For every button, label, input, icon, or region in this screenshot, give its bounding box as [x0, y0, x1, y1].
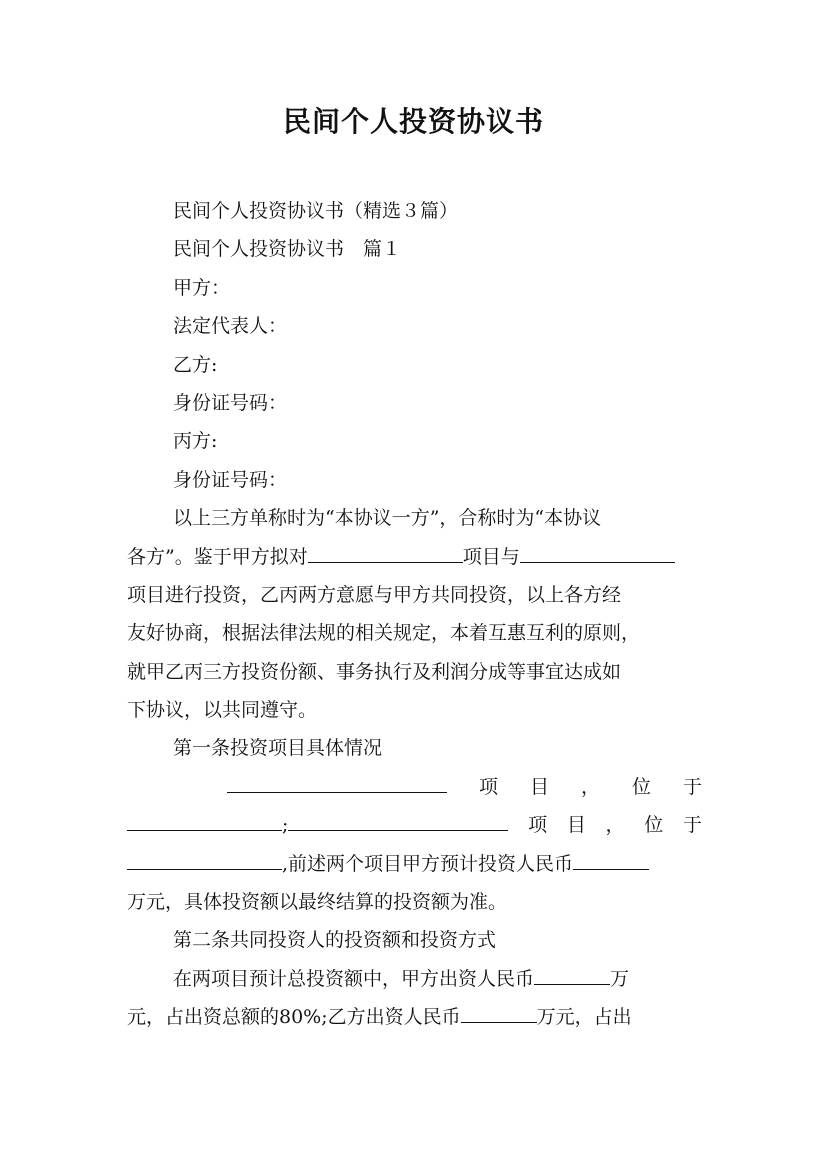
article1-row1-char-d: 位: [631, 775, 651, 798]
project-blank-2: [520, 540, 675, 563]
article2-heading: 第二条共同投资人的投资额和投资方式: [173, 929, 497, 952]
article1-blank-location-1: [127, 808, 282, 831]
article2-row2-text-a: 元，占出资总额的80%;乙方出资人民币: [127, 1006, 461, 1029]
article1-row2-left: [127, 806, 508, 844]
para1-line2: [127, 538, 702, 576]
para1-line1-text: 以上三方单称时为“本协议一方”，合称时为“本协议: [173, 507, 602, 530]
article2-row1: [127, 960, 702, 998]
article2-blank-party-b-amount: [461, 1000, 537, 1023]
article1-row1: [127, 768, 702, 806]
text-line-id-number-b: 身份证号码：: [173, 391, 288, 414]
document-body: [127, 192, 702, 1037]
article2-blank-party-a-amount: [534, 962, 610, 985]
article1-row2-char-d: 位: [644, 814, 664, 837]
article1-row1-char-e: 于: [682, 775, 702, 798]
article2-row2-text-b: 万元，占出: [536, 1006, 632, 1029]
article1-blank-project-1: [227, 770, 447, 793]
para1-line2-text-a: 各方”。鉴于甲方拟对: [127, 545, 308, 568]
article1-row3: [127, 845, 702, 883]
article2-row2: [127, 998, 702, 1036]
article1-row2-sep: ;: [282, 814, 289, 837]
article1-blank-amount: [573, 847, 649, 870]
article1-row2-char-a: 项: [528, 814, 548, 837]
article1-row2: [127, 806, 702, 844]
article2-row1-text-b: 万: [610, 967, 630, 990]
article1-row1-char-b: 目: [529, 775, 549, 798]
article1-row4: 万元，具体投资额以最终结算的投资额为准。: [127, 891, 508, 914]
para1-line4: 友好协商，根据法律法规的相关规定，本着互惠互利的原则，: [127, 622, 641, 645]
article1-row2-char-c: ，: [605, 814, 625, 837]
article1-row2-char-e: 于: [682, 814, 702, 837]
text-line-party-a: 甲方：: [173, 276, 231, 299]
article1-row2-char-b: 目: [566, 814, 586, 837]
article1-blank-project-2: [288, 808, 508, 831]
text-line-party-b: 乙方:: [173, 353, 218, 376]
para1-line1: [127, 499, 702, 537]
text-line-party-c: 丙方:: [173, 430, 218, 453]
article1-blank-location-2: [127, 847, 282, 870]
para1-line5: 就甲乙丙三方投资份额、事务执行及利润分成等事宜达成如: [127, 660, 622, 683]
article1-row1-char-a: 项: [478, 775, 498, 798]
article2-row1-text-a: 在两项目预计总投资额中，甲方出资人民币: [173, 967, 535, 990]
text-line-id-number-c: 身份证号码：: [173, 468, 288, 491]
article1-row3-text: ,前述两个项目甲方预计投资人民币: [282, 852, 574, 875]
para1-line2-text-b: 项目与: [462, 545, 520, 568]
article1-row1-char-c: ，: [580, 775, 600, 798]
para1-line3: 项目进行投资，乙丙两方意愿与甲方共同投资，以上各方经: [127, 583, 622, 606]
text-line-legal-rep: 法定代表人：: [173, 315, 288, 338]
project-blank-1: [308, 540, 463, 563]
document-title: 民间个人投资协议书: [282, 105, 544, 138]
text-line-collection-title: 民间个人投资协议书（精选３篇）: [173, 200, 459, 222]
text-line-chapter-title: 民间个人投资协议书 篇１: [173, 238, 402, 261]
article1-heading: 第一条投资项目具体情况: [173, 737, 383, 760]
para1-line6: 下协议，以共同遵守。: [127, 699, 318, 722]
